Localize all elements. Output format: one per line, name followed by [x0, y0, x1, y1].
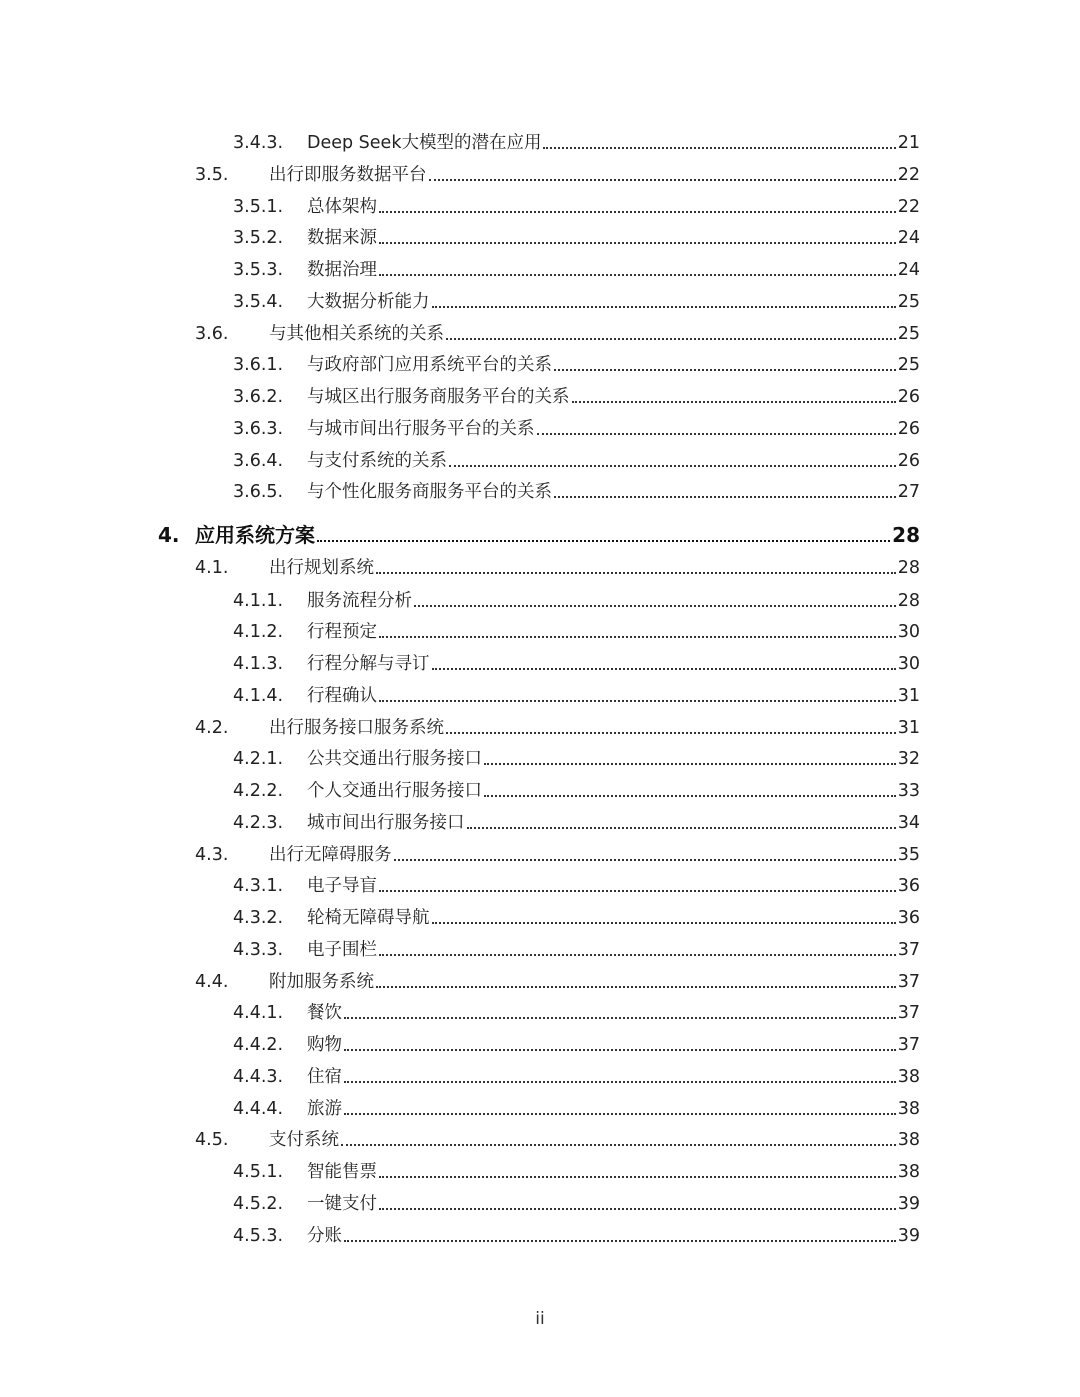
toc-entry-page: 32 — [897, 749, 920, 770]
toc-entry-title: 行程预定 — [307, 622, 377, 643]
toc-entry-title: 城市间出行服务接口 — [307, 812, 465, 833]
toc-dot-leader — [379, 700, 896, 702]
toc-entry-title: 附加服务系统 — [269, 971, 374, 992]
toc-entry-number: 3.6.4. — [233, 450, 284, 471]
toc-entry-title: 旅游 — [307, 1098, 342, 1119]
toc-entry-title: 出行即服务数据平台 — [269, 164, 427, 185]
toc-dot-leader — [376, 986, 896, 988]
toc-entry[interactable] — [233, 1002, 920, 1024]
toc-dot-leader — [379, 211, 896, 213]
toc-dot-leader — [344, 1240, 896, 1242]
toc-entry[interactable] — [233, 685, 920, 707]
toc-entry-number: 4.5. — [195, 1130, 229, 1151]
toc-dot-leader — [379, 1176, 896, 1178]
toc-dot-leader — [379, 954, 896, 956]
toc-entry[interactable] — [233, 748, 920, 770]
toc-entry-title: 电子导盲 — [307, 876, 377, 897]
toc-entry[interactable] — [233, 780, 920, 802]
toc-entry-page: 38 — [897, 1098, 920, 1119]
toc-dot-leader — [379, 274, 896, 276]
toc-entry-number: 4.2.1. — [233, 749, 284, 770]
toc-entry-number: 3.4.3. — [233, 133, 284, 153]
toc-entry[interactable] — [195, 557, 920, 579]
toc-entry-title: 餐饮 — [307, 1003, 342, 1024]
toc-entry[interactable] — [195, 844, 920, 866]
toc-entry-page: 35 — [897, 844, 920, 865]
toc-entry-number: 4.4.2. — [233, 1035, 284, 1055]
toc-entry-title: 行程确认 — [307, 685, 377, 706]
toc-dot-leader — [484, 763, 896, 765]
toc-entry-title: 个人交通出行服务接口 — [307, 781, 482, 801]
toc-entry-number: 3.6.1. — [233, 355, 284, 376]
toc-dot-leader — [484, 795, 896, 797]
toc-entry[interactable] — [233, 875, 920, 897]
toc-entry[interactable] — [195, 971, 920, 993]
toc-entry-number: 4.1.1. — [233, 590, 284, 611]
toc-entry-title: 电子围栏 — [307, 939, 377, 960]
toc-entry[interactable] — [195, 1129, 920, 1151]
toc-entry[interactable] — [233, 132, 920, 154]
toc-entry-title: 公共交通出行服务接口 — [307, 749, 482, 770]
toc-entry-title: 与城市间出行服务平台的关系 — [307, 418, 535, 439]
toc-entry-title: 与其他相关系统的关系 — [269, 323, 444, 344]
toc-dot-leader — [394, 859, 896, 861]
toc-entry-page: 36 — [897, 908, 920, 928]
toc-entry-number: 4.4.3. — [233, 1066, 284, 1087]
toc-entry-title: 与城区出行服务商服务平台的关系 — [307, 387, 570, 407]
toc-entry-page: 38 — [897, 1162, 920, 1182]
toc-entry-page: 31 — [897, 685, 920, 706]
toc-dot-leader — [537, 433, 896, 435]
toc-entry-page: 34 — [897, 812, 920, 833]
toc-entry[interactable] — [233, 1034, 920, 1056]
toc-entry-number: 3.5.2. — [233, 228, 284, 249]
toc-entry-title: 大数据分析能力 — [307, 291, 430, 312]
toc-entry[interactable] — [233, 259, 920, 281]
toc-entry[interactable] — [195, 717, 920, 739]
toc-entry-number: 3.5.4. — [233, 291, 284, 312]
toc-entry-number: 3.6.3. — [233, 418, 284, 439]
toc-entry-page: 33 — [897, 781, 920, 801]
toc-dot-leader — [446, 338, 896, 340]
toc-entry[interactable] — [233, 1225, 920, 1247]
toc-entry-number: 4.5.1. — [233, 1162, 284, 1182]
page-number: ii — [535, 1309, 545, 1329]
toc-entry-page: 39 — [897, 1193, 920, 1214]
toc-entry-page: 27 — [897, 482, 920, 503]
toc-entry[interactable] — [233, 621, 920, 643]
toc-entry-page: 37 — [897, 1035, 920, 1055]
toc-entry-page: 25 — [897, 323, 920, 344]
toc-entry-number: 4.3.2. — [233, 908, 284, 928]
toc-entry-page: 38 — [897, 1066, 920, 1087]
toc-dot-leader — [344, 1017, 896, 1019]
toc-entry-number: 3.6.2. — [233, 387, 284, 407]
toc-chapter-row[interactable] — [158, 522, 920, 548]
toc-entry-title: 总体架构 — [307, 196, 377, 217]
toc-dot-leader — [446, 732, 896, 734]
toc-entry-title: 支付系统 — [269, 1130, 339, 1151]
toc-dot-leader — [379, 890, 896, 892]
toc-entry-page: 30 — [897, 654, 920, 674]
toc-dot-leader — [554, 369, 896, 371]
toc-entry[interactable] — [233, 1098, 920, 1120]
toc-dot-leader — [414, 605, 896, 607]
toc-dot-leader — [379, 242, 896, 244]
toc-entry[interactable] — [233, 450, 920, 472]
toc-entry-page: 22 — [897, 164, 920, 185]
toc-entry-page: 31 — [897, 717, 920, 738]
toc-entry-page: 28 — [897, 557, 920, 578]
toc-entry-page: 21 — [897, 133, 920, 153]
toc-entry-number: 4.5.3. — [233, 1225, 284, 1246]
toc-dot-leader — [449, 465, 896, 467]
toc-entry-title: 行程分解与寻订 — [307, 654, 430, 674]
toc-entry-number: 4.4. — [195, 971, 229, 992]
toc-dot-leader — [432, 922, 896, 924]
toc-entry-title: 数据来源 — [307, 228, 377, 249]
toc-entry-page: 37 — [897, 1003, 920, 1024]
toc-entry-title: 出行服务接口服务系统 — [269, 717, 444, 738]
toc-entry-title: 应用系统方案 — [195, 523, 315, 547]
toc-entry[interactable] — [233, 939, 920, 961]
toc-entry-title: 购物 — [307, 1035, 342, 1055]
toc-dot-leader — [467, 827, 896, 829]
toc-entry-number: 4.1.4. — [233, 685, 284, 706]
toc-entry-title: 出行规划系统 — [269, 557, 374, 578]
toc-entry-page: 28 — [897, 590, 920, 611]
toc-entry-number: 4.4.4. — [233, 1098, 284, 1119]
toc-entry-page: 30 — [897, 622, 920, 643]
toc-dot-leader — [379, 1208, 896, 1210]
toc-entry-page: 28 — [892, 523, 920, 547]
toc-entry[interactable] — [195, 323, 920, 345]
toc-entry[interactable] — [233, 1161, 920, 1183]
toc-entry-title: 数据治理 — [307, 260, 377, 280]
toc-entry-title: 住宿 — [307, 1066, 342, 1087]
toc-entry-title: 轮椅无障碍导航 — [307, 908, 430, 928]
toc-dot-leader — [344, 1081, 896, 1083]
toc-entry[interactable] — [233, 653, 920, 675]
toc-dot-leader — [341, 1144, 896, 1146]
toc-entry[interactable] — [233, 386, 920, 408]
toc-entry[interactable] — [233, 812, 920, 834]
toc-entry[interactable] — [233, 418, 920, 440]
toc-entry-page: 25 — [897, 355, 920, 376]
toc-entry[interactable] — [233, 1066, 920, 1088]
toc-dot-leader — [379, 636, 896, 638]
toc-dot-leader — [344, 1049, 896, 1051]
toc-dot-leader — [317, 540, 890, 542]
toc-entry-title: 一键支付 — [307, 1193, 377, 1214]
toc-entry-number: 4.1.2. — [233, 622, 284, 643]
toc-entry-page: 39 — [897, 1225, 920, 1246]
toc-entry[interactable] — [233, 354, 920, 376]
toc-entry-page: 26 — [897, 387, 920, 407]
toc-dot-leader — [572, 401, 896, 403]
toc-entry-page: 26 — [897, 418, 920, 439]
toc-entry-number: 4.5.2. — [233, 1193, 284, 1214]
toc-entry-page: 25 — [897, 291, 920, 312]
toc-entry-number: 3.5. — [195, 164, 229, 185]
toc-entry-title: 智能售票 — [307, 1162, 377, 1182]
toc-entry-number: 4.1. — [195, 557, 229, 578]
toc-entry[interactable] — [233, 291, 920, 313]
toc-entry[interactable] — [233, 590, 920, 612]
toc-dot-leader — [432, 306, 896, 308]
toc-entry-number: 4.1.3. — [233, 654, 284, 674]
toc-entry[interactable] — [233, 196, 920, 218]
toc-entry-number: 4.2. — [195, 717, 229, 738]
toc-entry[interactable] — [233, 1193, 920, 1215]
toc-entry-title: 与个性化服务商服务平台的关系 — [307, 482, 552, 503]
toc-entry-number: 4.4.1. — [233, 1003, 284, 1024]
toc-entry-title: 与政府部门应用系统平台的关系 — [307, 355, 552, 376]
toc-entry-number: 3.6. — [195, 323, 229, 344]
toc-entry-title: 出行无障碍服务 — [269, 844, 392, 865]
toc-entry-title: Deep Seek大模型的潜在应用 — [307, 133, 542, 153]
toc-entry[interactable] — [233, 907, 920, 929]
toc-entry-number: 4.3.1. — [233, 876, 284, 897]
toc-dot-leader — [344, 1113, 896, 1115]
toc-entry-page: 36 — [897, 876, 920, 897]
toc-entry[interactable] — [195, 164, 920, 186]
toc-entry-number: 4.3. — [195, 844, 229, 865]
toc-entry-page: 24 — [897, 228, 920, 249]
toc-dot-leader — [554, 496, 896, 498]
toc-entry-page: 37 — [897, 971, 920, 992]
toc-entry-number: 3.5.1. — [233, 196, 284, 217]
toc-entry-title: 分账 — [307, 1225, 342, 1246]
toc-entry-page: 37 — [897, 939, 920, 960]
toc-entry-page: 24 — [897, 260, 920, 280]
toc-entry-number: 4.3.3. — [233, 939, 284, 960]
toc-dot-leader — [432, 668, 896, 670]
toc-entry-number: 4. — [158, 523, 180, 547]
toc-entry-page: 22 — [897, 196, 920, 217]
toc-dot-leader — [376, 572, 896, 574]
toc-entry-page: 38 — [897, 1130, 920, 1151]
toc-entry-number: 4.2.2. — [233, 781, 284, 801]
toc-entry[interactable] — [233, 227, 920, 249]
toc-dot-leader — [429, 179, 896, 181]
toc-dot-leader — [543, 147, 895, 149]
toc-entry[interactable] — [233, 481, 920, 503]
toc-entry-page: 26 — [897, 450, 920, 471]
toc-entry-number: 3.6.5. — [233, 482, 284, 503]
toc-entry-title: 服务流程分析 — [307, 590, 412, 611]
toc-entry-number: 3.5.3. — [233, 260, 284, 280]
toc-entry-title: 与支付系统的关系 — [307, 450, 447, 471]
toc-entry-number: 4.2.3. — [233, 812, 284, 833]
